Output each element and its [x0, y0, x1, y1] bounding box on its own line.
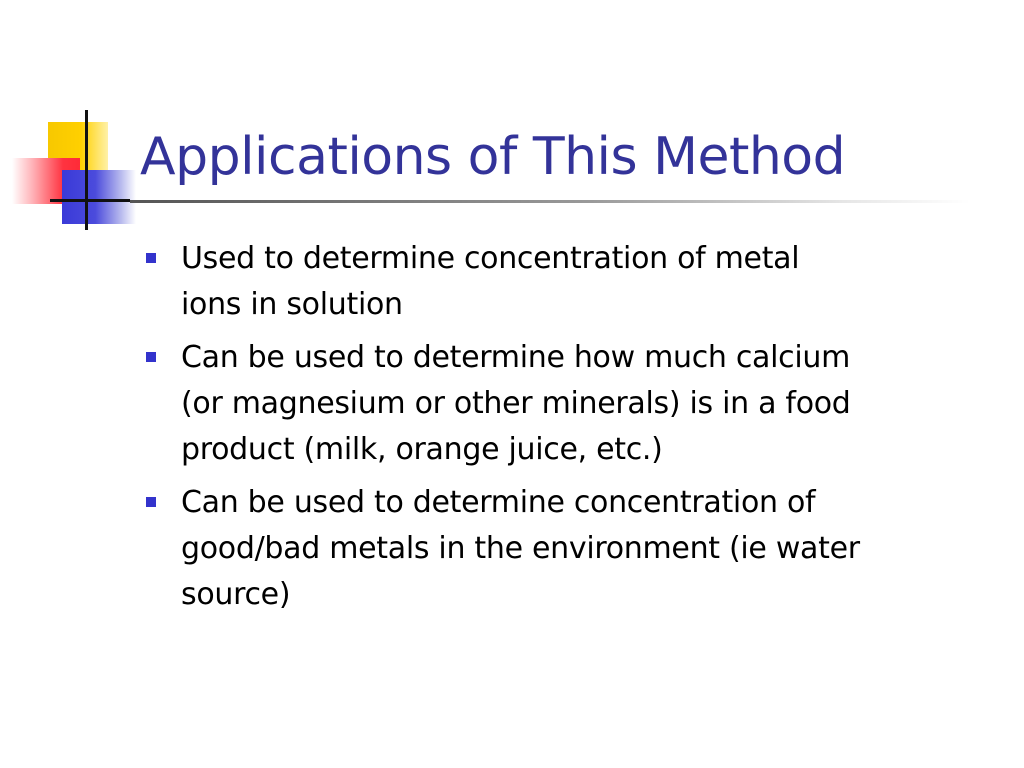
title-divider	[130, 200, 970, 203]
bullet-item	[146, 480, 1006, 618]
bullet-list	[146, 236, 1006, 625]
blue-square-shape	[62, 170, 136, 224]
horizontal-crosshair-line	[50, 199, 130, 202]
vertical-crosshair-line	[85, 110, 88, 230]
bullet-text: Used to determine concentration of metal ions in solution	[181, 241, 800, 322]
bullet-text: Can be used to determine how much calcium (or magnesium or other minerals) is in a food product (milk, orange juice, etc.)	[181, 340, 851, 467]
bullet-item	[146, 236, 1006, 328]
slide-title: Applications of This Method	[140, 127, 846, 187]
square-bullet-icon	[146, 352, 156, 362]
square-bullet-icon	[146, 253, 156, 263]
square-bullet-icon	[146, 497, 156, 507]
bullet-text: Can be used to determine concentration of good/bad metals in the environment (ie water source)	[181, 485, 860, 612]
crosshair-squares-logo-icon	[0, 0, 200, 240]
bullet-item	[146, 335, 1006, 473]
